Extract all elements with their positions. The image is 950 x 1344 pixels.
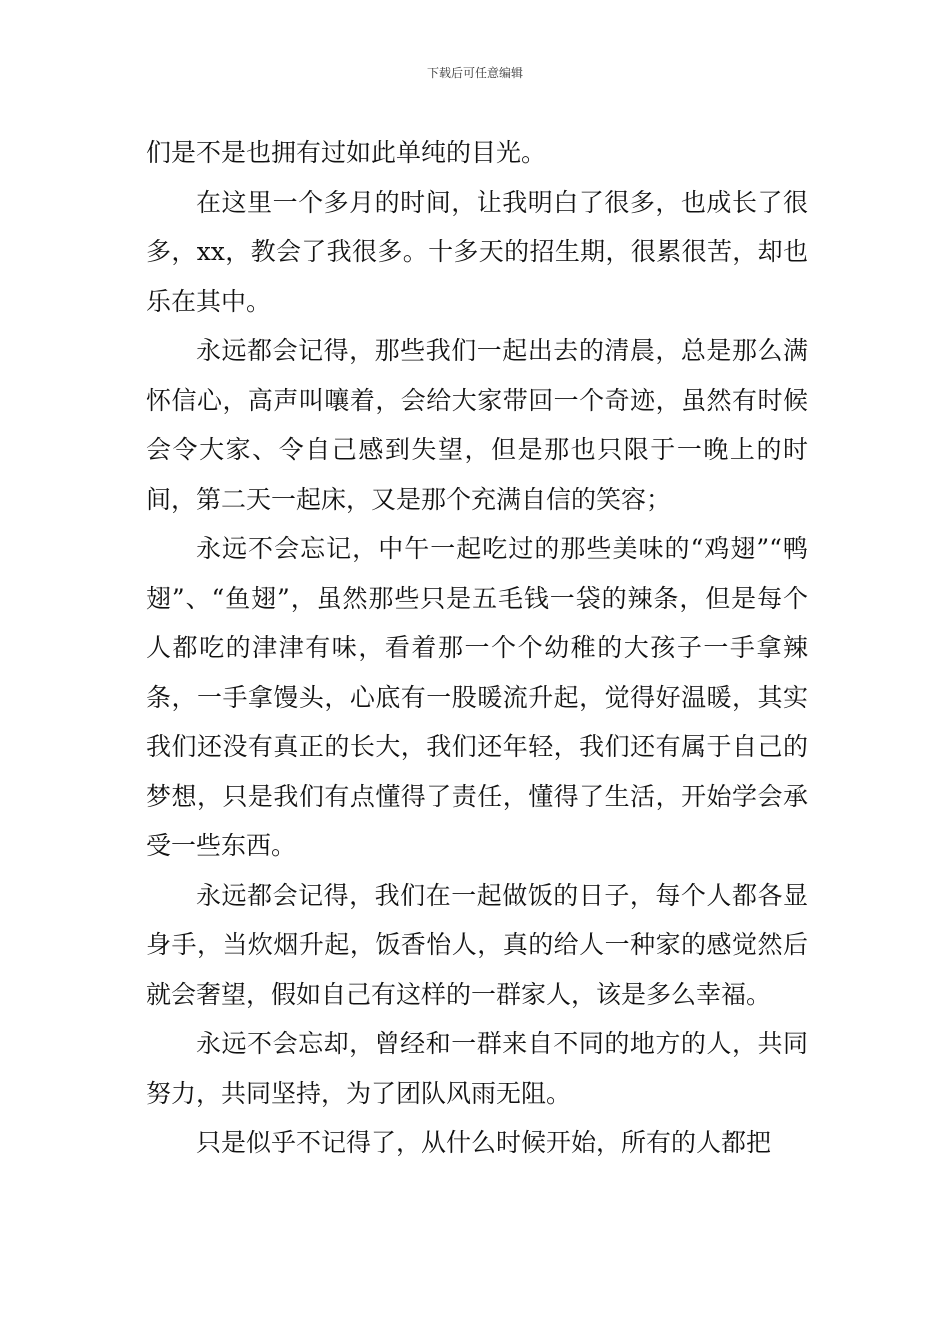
paragraph-continuation: 们是不是也拥有过如此单纯的目光。: [146, 138, 547, 167]
page-header: 下载后可任意编辑: [426, 66, 523, 80]
paragraph-growth: 在这里一个多月的时间，让我明白了很多，也成长了很多，xx，教会了我很多。十多天的招生期，很累很苦，却也乐在其中。: [146, 187, 808, 316]
paragraph-mornings: 永远都会记得，那些我们一起出去的清晨，总是那么满怀信心，高声叫嚷着，会给大家带回一个奇迹，虽然有时候会令大家、令自己感到失望，但是那也只限于一晚上的时间，第二天一起床，又是那个充满自信的笑容；: [146, 336, 808, 514]
paragraph-closing: 只是似乎不记得了，从什么时候开始，所有的人都把: [196, 1128, 772, 1157]
paragraph-cooking: 永远都会记得，我们在一起做饭的日子，每个人都各显身手，当炊烟升起，饭香怡人，真的给人一种家的感觉然后就会奢望，假如自己有这样的一群家人，该是多么幸福。: [146, 880, 808, 1009]
paragraph-lunch: 永远不会忘记，中午一起吃过的那些美味的“鸡翅”“鸭翅”、“鱼翅”，虽然那些只是五毛钱一袋的辣条，但是每个人都吃的津津有味，看着那一个个幼稚的大孩子一手拿辣条，一手拿馒头，心底有一股暖流升起，觉得好温暖，其实我们还没有真正的长大，我们还年轻，我们还有属于自己的梦想，只是我们有点懂得了责任，懂得了生活，开始学会承受一些东西。: [146, 534, 808, 860]
document-body: [146, 128, 808, 1168]
paragraph-teamwork: 永远不会忘却，曾经和一群来自不同的地方的人，共同努力，共同坚持，为了团队风雨无阻。: [146, 1029, 808, 1108]
